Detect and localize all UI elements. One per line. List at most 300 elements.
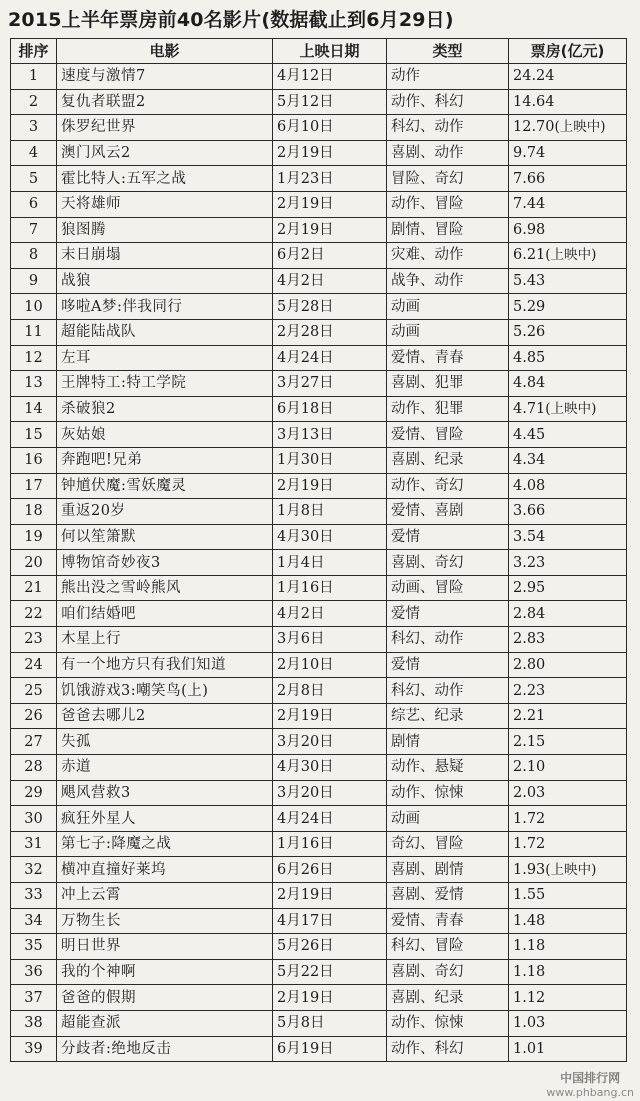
movie-title-cell-text: 饥饿游戏3:嘲笑鸟(上) (61, 682, 209, 699)
genre-cell (387, 422, 509, 448)
release-date-cell-text: 4月12日 (277, 68, 334, 85)
rank-cell-text: 15 (24, 426, 43, 443)
movie-title-cell-text: 灰姑娘 (61, 426, 106, 443)
genre-cell-text: 喜剧、奇幻 (391, 964, 464, 981)
movie-title-cell (57, 140, 273, 166)
box-office-cell (509, 499, 627, 525)
box-office-cell (509, 575, 627, 601)
page-title: 2015上半年票房前40名影片(数据截止到6月29日) (8, 9, 454, 31)
table-row (11, 1010, 627, 1036)
release-date-cell (273, 831, 387, 857)
release-date-cell-text: 6月26日 (277, 861, 334, 878)
rank-cell (11, 89, 57, 115)
movie-title-cell-text: 左耳 (61, 349, 91, 366)
rank-cell-text: 28 (24, 759, 43, 776)
box-office-cell (509, 678, 627, 704)
release-date-cell-text: 2月19日 (277, 887, 334, 904)
box-office-cell (509, 934, 627, 960)
release-date-cell (273, 371, 387, 397)
rank-cell-text: 8 (28, 247, 39, 264)
movie-title-cell-text: 我的个神啊 (61, 964, 136, 981)
movie-title-cell (57, 806, 273, 832)
table-row (11, 575, 627, 601)
movie-title-cell (57, 294, 273, 320)
box-office-cell-text: 1.12 (513, 989, 546, 1006)
movie-title-cell-text: 横冲直撞好莱坞 (61, 861, 166, 878)
table-row (11, 550, 627, 576)
genre-cell (387, 89, 509, 115)
box-office-cell (509, 908, 627, 934)
rank-cell-text: 18 (24, 503, 43, 520)
rank-cell (11, 755, 57, 781)
release-date-cell-text: 1月16日 (277, 836, 334, 853)
release-date-cell (273, 857, 387, 883)
box-office-cell-text: 5.26 (513, 324, 546, 341)
rank-cell-text: 31 (24, 836, 43, 853)
movie-title-cell-text: 霍比特人:五军之战 (61, 170, 187, 187)
watermark-name: 中国排行网 (560, 1071, 621, 1085)
movie-title-cell-text: 复仇者联盟2 (61, 93, 146, 110)
rank-cell-text: 19 (24, 528, 43, 545)
genre-cell-text: 科幻、动作 (391, 631, 464, 648)
box-office-cell-text: 4.85 (513, 349, 546, 366)
box-office-cell (509, 422, 627, 448)
release-date-cell (273, 1010, 387, 1036)
genre-cell (387, 396, 509, 422)
release-date-cell (273, 499, 387, 525)
table-row (11, 473, 627, 499)
movie-title-cell (57, 755, 273, 781)
rank-cell-text: 32 (24, 861, 43, 878)
rank-cell (11, 345, 57, 371)
genre-cell-text: 喜剧、纪录 (391, 452, 464, 469)
movie-title-cell-text: 飓风营救3 (61, 784, 131, 801)
genre-cell-text: 动作、悬疑 (391, 759, 464, 776)
release-date-cell (273, 806, 387, 832)
release-date-cell-text: 5月22日 (277, 964, 334, 981)
rank-cell-text: 6 (28, 196, 39, 213)
release-date-cell-text: 1月16日 (277, 580, 334, 597)
release-date-cell (273, 64, 387, 90)
movie-title-cell (57, 678, 273, 704)
rank-cell-text: 7 (28, 221, 39, 238)
movie-title-cell-text: 第七子:降魔之战 (61, 836, 172, 853)
release-date-cell (273, 780, 387, 806)
genre-cell-text: 动作、犯罪 (391, 401, 464, 418)
rank-cell-text: 1 (28, 68, 39, 85)
genre-cell (387, 883, 509, 909)
movie-title-cell (57, 499, 273, 525)
box-office-cell-text: 6.98 (513, 221, 546, 238)
genre-cell (387, 627, 509, 653)
table-row (11, 627, 627, 653)
box-office-cell (509, 319, 627, 345)
genre-cell-text: 动画、冒险 (391, 580, 464, 597)
rank-cell (11, 1036, 57, 1062)
genre-cell-text: 爱情、青春 (391, 912, 464, 929)
movie-title-cell (57, 268, 273, 294)
showing-status-note: (上映中) (554, 119, 606, 136)
box-office-cell (509, 1010, 627, 1036)
movie-title-cell (57, 422, 273, 448)
genre-cell (387, 217, 509, 243)
movie-title-cell (57, 166, 273, 192)
rank-cell-text: 3 (28, 119, 39, 136)
box-office-cell-text: 4.71 (513, 401, 546, 418)
genre-cell-text: 喜剧、爱情 (391, 887, 464, 904)
release-date-cell-text: 6月10日 (277, 119, 334, 136)
genre-cell-text: 动作、奇幻 (391, 477, 464, 494)
release-date-cell-text: 2月28日 (277, 324, 334, 341)
rank-cell (11, 499, 57, 525)
box-office-cell (509, 371, 627, 397)
box-office-cell (509, 703, 627, 729)
genre-cell-text: 爱情 (391, 605, 420, 622)
release-date-cell-text: 4月17日 (277, 912, 334, 929)
movie-title-cell (57, 396, 273, 422)
movie-title-cell-text: 木星上行 (61, 631, 121, 648)
release-date-cell (273, 345, 387, 371)
movie-title-cell (57, 191, 273, 217)
genre-cell-text: 动作、惊悚 (391, 784, 464, 801)
rank-cell-text: 37 (24, 989, 43, 1006)
release-date-cell-text: 5月8日 (277, 1015, 325, 1032)
box-office-cell (509, 601, 627, 627)
movie-title-cell-text: 有一个地方只有我们知道 (61, 656, 226, 673)
rank-cell (11, 473, 57, 499)
movie-title-cell-text: 赤道 (61, 759, 91, 776)
genre-cell (387, 703, 509, 729)
rank-cell-text: 9 (28, 273, 39, 290)
box-office-cell-text: 2.83 (513, 631, 546, 648)
genre-cell-text: 冒险、奇幻 (391, 170, 464, 187)
movie-title-cell (57, 243, 273, 269)
rank-cell-text: 24 (24, 656, 43, 673)
rank-cell-text: 16 (24, 452, 43, 469)
rank-cell (11, 319, 57, 345)
rank-cell-text: 5 (28, 170, 39, 187)
genre-cell (387, 908, 509, 934)
genre-cell (387, 447, 509, 473)
release-date-cell-text: 2月19日 (277, 196, 334, 213)
genre-cell-text: 动作、科幻 (391, 1040, 464, 1057)
genre-cell (387, 268, 509, 294)
movie-title-cell (57, 89, 273, 115)
release-date-cell-text: 6月18日 (277, 401, 334, 418)
box-office-cell-text: 2.95 (513, 580, 546, 597)
movie-title-cell (57, 601, 273, 627)
release-date-cell (273, 627, 387, 653)
movie-title-cell-text: 冲上云霄 (61, 887, 121, 904)
release-date-cell (273, 294, 387, 320)
movie-title-cell-text: 天将雄师 (61, 196, 121, 213)
genre-cell-text: 动作、惊悚 (391, 1015, 464, 1032)
movie-title-cell-text: 博物馆奇妙夜3 (61, 554, 161, 571)
rank-cell (11, 780, 57, 806)
release-date-cell-text: 2月8日 (277, 682, 325, 699)
genre-cell-text: 喜剧、纪录 (391, 989, 464, 1006)
release-date-cell (273, 575, 387, 601)
genre-cell (387, 806, 509, 832)
genre-cell (387, 934, 509, 960)
rank-cell-text: 30 (24, 810, 43, 827)
box-office-cell-text: 4.84 (513, 375, 546, 392)
genre-cell-text: 爱情 (391, 656, 420, 673)
table-row (11, 371, 627, 397)
rank-cell (11, 985, 57, 1011)
rank-cell (11, 243, 57, 269)
genre-cell (387, 601, 509, 627)
rank-cell (11, 294, 57, 320)
rank-cell (11, 883, 57, 909)
release-date-cell (273, 883, 387, 909)
box-office-cell (509, 447, 627, 473)
rank-cell (11, 908, 57, 934)
box-office-cell (509, 115, 627, 141)
box-office-cell (509, 64, 627, 90)
release-date-cell-text: 5月12日 (277, 93, 334, 110)
release-date-cell (273, 678, 387, 704)
box-office-cell-text: 2.15 (513, 733, 546, 750)
movie-title-cell (57, 64, 273, 90)
rank-cell (11, 268, 57, 294)
genre-cell-text: 喜剧、奇幻 (391, 554, 464, 571)
box-office-cell-text: 5.29 (513, 298, 546, 315)
genre-cell (387, 575, 509, 601)
genre-cell (387, 499, 509, 525)
release-date-cell-text: 3月20日 (277, 733, 334, 750)
genre-cell (387, 115, 509, 141)
rank-cell (11, 422, 57, 448)
movie-title-cell (57, 371, 273, 397)
rank-cell-text: 33 (24, 887, 43, 904)
column-header-genre: 类型 (387, 39, 509, 64)
movie-title-cell-text: 失孤 (61, 733, 91, 750)
genre-cell (387, 755, 509, 781)
rank-cell (11, 371, 57, 397)
genre-cell (387, 294, 509, 320)
table-row (11, 345, 627, 371)
genre-cell-text: 科幻、动作 (391, 682, 464, 699)
release-date-cell (273, 115, 387, 141)
rank-cell (11, 831, 57, 857)
movie-title-cell-text: 钟馗伏魔:雪妖魔灵 (61, 477, 187, 494)
genre-cell-text: 灾难、动作 (391, 247, 464, 264)
release-date-cell (273, 652, 387, 678)
box-office-cell (509, 396, 627, 422)
genre-cell-text: 剧情 (391, 733, 420, 750)
movie-title-cell (57, 729, 273, 755)
box-office-table (10, 38, 627, 1062)
movie-title-cell-text: 杀破狼2 (61, 401, 116, 418)
movie-title-cell-text: 爸爸的假期 (61, 989, 136, 1006)
rank-cell-text: 14 (24, 401, 43, 418)
movie-title-cell (57, 550, 273, 576)
box-office-cell (509, 473, 627, 499)
rank-cell-text: 39 (24, 1040, 43, 1057)
box-office-cell (509, 985, 627, 1011)
rank-cell (11, 806, 57, 832)
release-date-cell-text: 3月20日 (277, 784, 334, 801)
rank-cell-text: 23 (24, 631, 43, 648)
table-row (11, 422, 627, 448)
rank-cell (11, 627, 57, 653)
rank-cell-text: 12 (24, 349, 43, 366)
movie-title-cell (57, 627, 273, 653)
rank-cell (11, 601, 57, 627)
rank-cell (11, 217, 57, 243)
genre-cell (387, 243, 509, 269)
genre-cell (387, 64, 509, 90)
rank-cell-text: 26 (24, 708, 43, 725)
box-office-cell-text: 1.72 (513, 836, 546, 853)
genre-cell (387, 345, 509, 371)
release-date-cell-text: 2月19日 (277, 989, 334, 1006)
box-office-cell (509, 89, 627, 115)
table-row (11, 447, 627, 473)
genre-cell-text: 动作、科幻 (391, 93, 464, 110)
table-row (11, 319, 627, 345)
movie-title-cell-text: 爸爸去哪儿2 (61, 708, 146, 725)
box-office-cell (509, 524, 627, 550)
box-office-cell-text: 12.70 (513, 119, 555, 136)
table-row (11, 985, 627, 1011)
box-office-cell (509, 627, 627, 653)
box-office-cell-text: 1.72 (513, 810, 546, 827)
release-date-cell-text: 5月26日 (277, 938, 334, 955)
movie-title-cell (57, 115, 273, 141)
genre-cell (387, 550, 509, 576)
movie-title-cell (57, 831, 273, 857)
box-office-cell (509, 268, 627, 294)
box-office-cell-text: 6.21 (513, 247, 546, 264)
release-date-cell-text: 5月28日 (277, 298, 334, 315)
release-date-cell (273, 908, 387, 934)
genre-cell-text: 动作、冒险 (391, 196, 464, 213)
movie-title-cell-text: 明日世界 (61, 938, 121, 955)
genre-cell-text: 喜剧、剧情 (391, 861, 464, 878)
table-header-row (11, 39, 627, 64)
box-office-cell-text: 1.93 (513, 861, 546, 878)
rank-cell (11, 447, 57, 473)
box-office-cell (509, 1036, 627, 1062)
table-row (11, 934, 627, 960)
rank-cell-text: 20 (24, 554, 43, 571)
movie-title-cell-text: 奔跑吧!兄弟 (61, 452, 143, 469)
release-date-cell (273, 166, 387, 192)
release-date-cell-text: 2月19日 (277, 708, 334, 725)
movie-title-cell-text: 熊出没之雪岭熊风 (61, 580, 181, 597)
rank-cell-text: 13 (24, 375, 43, 392)
genre-cell-text: 喜剧、犯罪 (391, 375, 464, 392)
table-row (11, 857, 627, 883)
rank-cell (11, 652, 57, 678)
showing-status-note: (上映中) (545, 401, 597, 418)
genre-cell (387, 166, 509, 192)
genre-cell-text: 爱情、青春 (391, 349, 464, 366)
table-row (11, 294, 627, 320)
table-row (11, 959, 627, 985)
movie-title-cell (57, 575, 273, 601)
box-office-cell (509, 883, 627, 909)
table-row (11, 268, 627, 294)
genre-cell-text: 爱情、喜剧 (391, 503, 464, 520)
rank-cell (11, 524, 57, 550)
rank-cell (11, 396, 57, 422)
genre-cell (387, 652, 509, 678)
movie-title-cell (57, 319, 273, 345)
box-office-cell (509, 831, 627, 857)
table-row (11, 64, 627, 90)
release-date-cell (273, 89, 387, 115)
movie-title-cell-text: 何以笙箫默 (61, 528, 136, 545)
rank-cell (11, 166, 57, 192)
box-office-cell-text: 2.23 (513, 682, 546, 699)
release-date-cell (273, 985, 387, 1011)
release-date-cell-text: 4月24日 (277, 349, 334, 366)
release-date-cell (273, 601, 387, 627)
table-row (11, 831, 627, 857)
movie-title-cell (57, 345, 273, 371)
genre-cell (387, 729, 509, 755)
release-date-cell (273, 268, 387, 294)
movie-title-cell (57, 703, 273, 729)
table-row (11, 908, 627, 934)
release-date-cell-text: 4月30日 (277, 528, 334, 545)
genre-cell-text: 动画 (391, 810, 420, 827)
movie-title-cell-text: 速度与激情7 (61, 68, 146, 85)
table-row (11, 883, 627, 909)
movie-title-cell-text: 万物生长 (61, 912, 121, 929)
rank-cell (11, 575, 57, 601)
box-office-cell-text: 3.66 (513, 503, 546, 520)
genre-cell-text: 动画 (391, 324, 420, 341)
rank-cell (11, 857, 57, 883)
release-date-cell-text: 3月6日 (277, 631, 325, 648)
release-date-cell-text: 3月13日 (277, 426, 334, 443)
rank-cell-text: 29 (24, 784, 43, 801)
box-office-cell-text: 2.84 (513, 605, 546, 622)
release-date-cell (273, 217, 387, 243)
box-office-cell-text: 3.23 (513, 554, 546, 571)
release-date-cell (273, 729, 387, 755)
genre-cell-text: 战争、动作 (391, 273, 464, 290)
genre-cell (387, 191, 509, 217)
table-row (11, 780, 627, 806)
table-row (11, 191, 627, 217)
rank-cell (11, 934, 57, 960)
box-office-cell (509, 294, 627, 320)
box-office-cell (509, 857, 627, 883)
genre-cell (387, 959, 509, 985)
release-date-cell-text: 4月2日 (277, 273, 325, 290)
movie-title-cell (57, 473, 273, 499)
movie-title-cell-text: 王牌特工:特工学院 (61, 375, 187, 392)
genre-cell-text: 喜剧、动作 (391, 145, 464, 162)
release-date-cell-text: 2月19日 (277, 145, 334, 162)
release-date-cell (273, 959, 387, 985)
movie-title-cell-text: 澳门风云2 (61, 145, 131, 162)
table-row (11, 652, 627, 678)
movie-title-cell (57, 985, 273, 1011)
release-date-cell-text: 4月24日 (277, 810, 334, 827)
movie-title-cell (57, 883, 273, 909)
genre-cell (387, 524, 509, 550)
table-row (11, 89, 627, 115)
release-date-cell (273, 319, 387, 345)
genre-cell-text: 奇幻、冒险 (391, 836, 464, 853)
movie-title-cell-text: 咱们结婚吧 (61, 605, 136, 622)
